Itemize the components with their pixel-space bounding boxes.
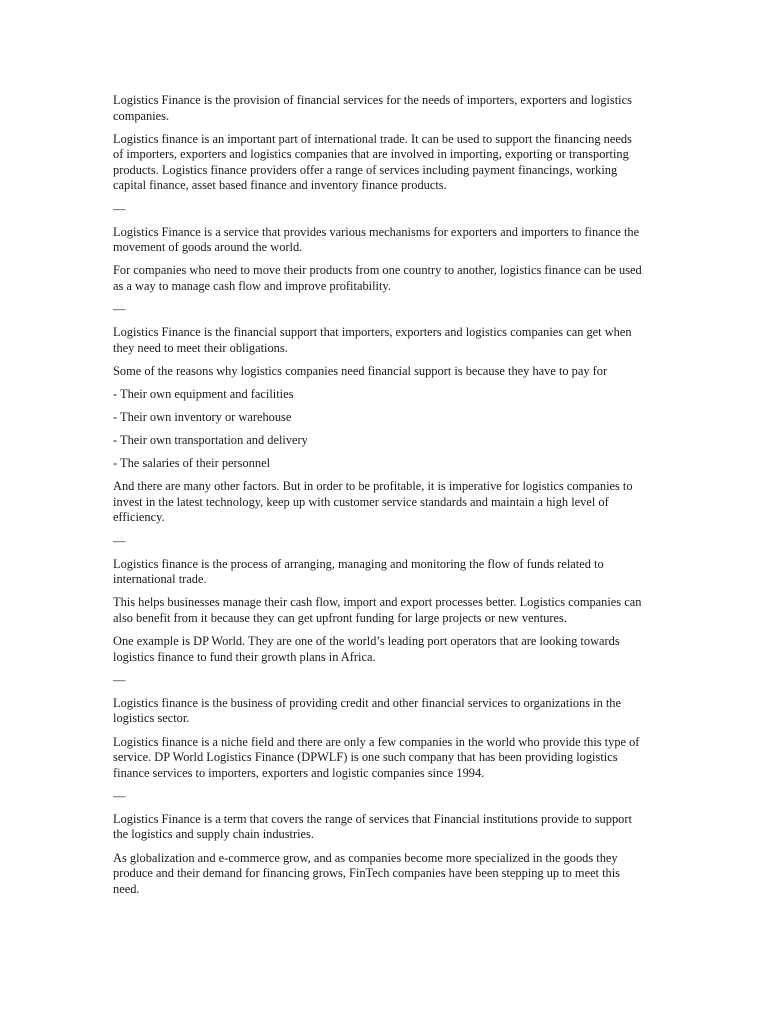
paragraph: Logistics Finance is the provision of financial services for the needs of importers, exporters and logistics companies. [113,93,632,123]
paragraph: For companies who need to move their products from one country to another, logistics finance can be used as a way to manage cash flow and improve profitability. [113,263,642,293]
document-page [113,93,643,905]
paragraph: And there are many other factors. But in order to be profitable, it is imperative for logistics companies to invest in the latest technology, keep up with customer service standards and maintain a high level of efficiency. [113,479,633,525]
paragraph: This helps businesses manage their cash flow, import and export processes better. Logistics companies can also benefit from it because they can get upfront funding for large projects or new ventures. [113,595,642,625]
paragraph: Logistics Finance is the financial support that importers, exporters and logistics companies can get when they need to meet their obligations. [113,325,632,355]
list-item: - Their own transportation and delivery [113,433,308,448]
paragraph: As globalization and e-commerce grow, and as companies become more specialized in the goods they produce and their demand for financing grows, FinTech companies have been stepping up to meet this need. [113,850,621,896]
paragraph: Logistics Finance is a service that provides various mechanisms for exporters and importers to finance the movement of goods around the world. [113,224,640,255]
section-separator: — [113,788,126,803]
section-separator: — [113,302,126,317]
paragraph: Logistics finance is a niche field and there are only a few companies in the world who provide this type of service. DP World Logistics Finance (DPWLF) is one such company that has been providing logistics finance services to importers, exporters and logistic companies since 1994. [113,734,640,780]
list-item: - Their own equipment and facilities [113,386,294,401]
paragraph: Logistics Finance is a term that covers the range of services that Financial institutions provide to support the logistics and supply chain industries. [113,811,632,842]
section-separator: — [113,533,126,548]
paragraph: Logistics finance is an important part of international trade. It can be used to support the financing needs of importers, exporters and logistics companies that are involved in importing, exporting or transporting products. Logistics finance providers offer a range of services including payment financings, working capital finance, asset based finance and inventory finance products. [113,131,632,193]
paragraph: Logistics finance is the process of arranging, managing and monitoring the flow of funds related to international trade. [113,556,604,587]
paragraph: Some of the reasons why logistics companies need financial support is because they have to pay for [113,363,608,378]
section-separator: — [113,672,126,687]
list-item: - The salaries of their personnel [113,456,271,471]
paragraph: One example is DP World. They are one of the world’s leading port operators that are looking towards logistics finance to fund their growth plans in Africa. [113,634,620,664]
list-item: - Their own inventory or warehouse [113,410,292,424]
section-separator: — [113,201,126,216]
paragraph: Logistics finance is the business of providing credit and other financial services to organizations in the logistics sector. [113,695,621,726]
